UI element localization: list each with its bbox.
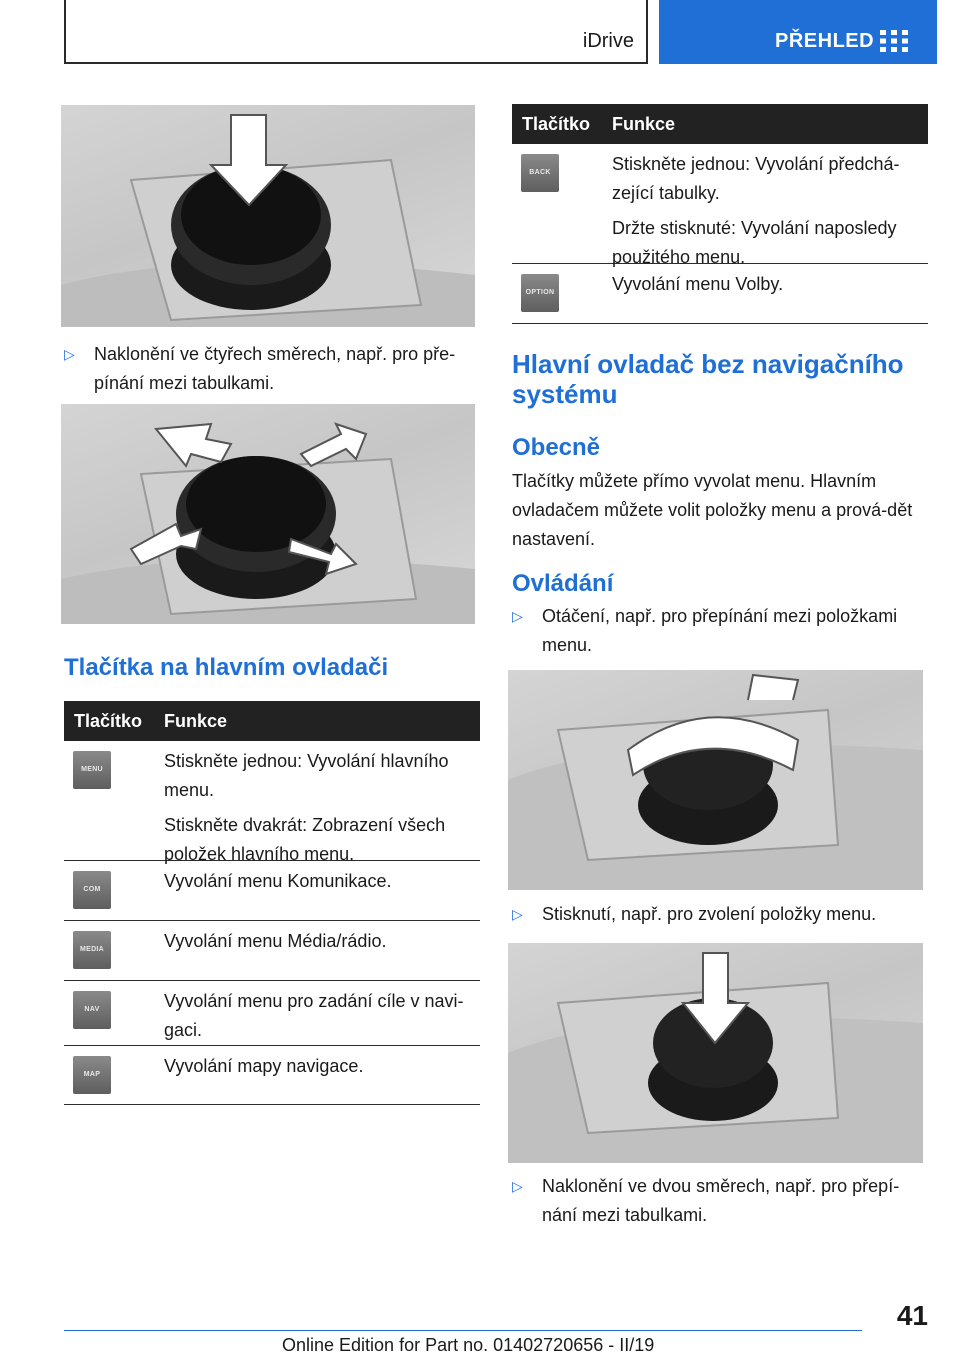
nav-button-icon: NAV: [73, 991, 111, 1029]
triangle-right-icon: ▷: [64, 346, 75, 362]
overview-tab[interactable]: [659, 0, 937, 64]
media-button-icon: MEDIA: [73, 931, 111, 969]
col-button-header: Tlačítko: [74, 711, 143, 731]
overview-tab-label: PŘEHLED: [775, 30, 875, 52]
cell-text: Vyvolání menu pro zadání cíle v navi‐gaci.: [164, 991, 464, 1040]
cell-text: Stiskněte jednou: Vyvolání hlavního menu.: [164, 751, 449, 800]
cell-text: Držte stisknuté: Vyvolání naposledy použitého menu.: [612, 218, 897, 267]
com-button-icon: COM: [73, 871, 111, 909]
buttons-table-right: [512, 104, 928, 324]
bullet-tilt-two: ▷ Naklonění ve dvou směrech, např. pro přepí‐nání mezi tabulkami.: [512, 1172, 924, 1230]
operation-heading: Ovládání: [512, 570, 614, 597]
general-paragraph: Tlačítky můžete přímo vyvolat menu. Hlavním ovladačem můžete volit položky menu a prová‐dět nastavení.: [512, 471, 913, 549]
bullet-press: ▷ Stisknutí, např. pro zvolení položky menu.: [512, 900, 924, 929]
table-header: [512, 104, 928, 144]
header-frame: [64, 0, 648, 64]
section-title: iDrive: [582, 30, 634, 52]
cell-text: Vyvolání mapy navigace.: [164, 1056, 364, 1076]
menu-button-icon: MENU: [73, 751, 111, 789]
triangle-right-icon: ▷: [512, 608, 523, 624]
col-function-header: Funkce: [612, 114, 676, 134]
triangle-right-icon: ▷: [512, 1178, 523, 1194]
table-row: [512, 144, 928, 267]
controller-tilt-image: [61, 404, 475, 624]
option-button-icon: OPTION: [521, 274, 559, 312]
bullet-rotate: ▷ Otáčení, např. pro přepínání mezi položkami menu.: [512, 602, 924, 660]
page-number: 41: [896, 1300, 928, 1331]
cell-text: Vyvolání menu Komunikace.: [164, 871, 392, 891]
back-button-icon: BACK: [521, 154, 559, 192]
table-row: [64, 921, 480, 981]
controller-press-image-2: [508, 943, 923, 1163]
col-function-header: Funkce: [164, 711, 228, 731]
controller-press-image: [61, 105, 475, 327]
cell-text: Vyvolání menu Média/rádio.: [164, 931, 387, 951]
table-row: [64, 861, 480, 921]
table-row: [64, 981, 480, 1046]
table-row: [64, 1046, 480, 1105]
table-row: [512, 264, 928, 324]
table-row: [64, 741, 480, 864]
cell-text: Stiskněte jednou: Vyvolání předchá‐zející tabulky.: [612, 154, 900, 203]
controller-rotate-image: [508, 670, 923, 890]
map-button-icon: MAP: [73, 1056, 111, 1094]
table-header: [64, 701, 480, 741]
bullet-tilt-four: ▷ Naklonění ve čtyřech směrech, např. pro pře‐pínání mezi tabulkami.: [64, 340, 476, 398]
cell-text: Stiskněte dvakrát: Zobrazení všech položek hlavního menu.: [164, 815, 446, 864]
footer-divider: [64, 1330, 862, 1331]
edition-text: Online Edition for Part no. 01402720656 - II/19: [282, 1335, 655, 1355]
grid-icon: [880, 30, 908, 52]
col-button-header: Tlačítko: [522, 114, 591, 134]
general-heading: Obecně: [512, 434, 601, 461]
section-heading: Hlavní ovladač bez navigačního systému: [512, 349, 904, 409]
buttons-heading: Tlačítka na hlavním ovladači: [64, 654, 389, 681]
cell-text: Vyvolání menu Volby.: [612, 274, 784, 294]
buttons-table-left: [64, 701, 480, 1105]
triangle-right-icon: ▷: [512, 906, 523, 922]
